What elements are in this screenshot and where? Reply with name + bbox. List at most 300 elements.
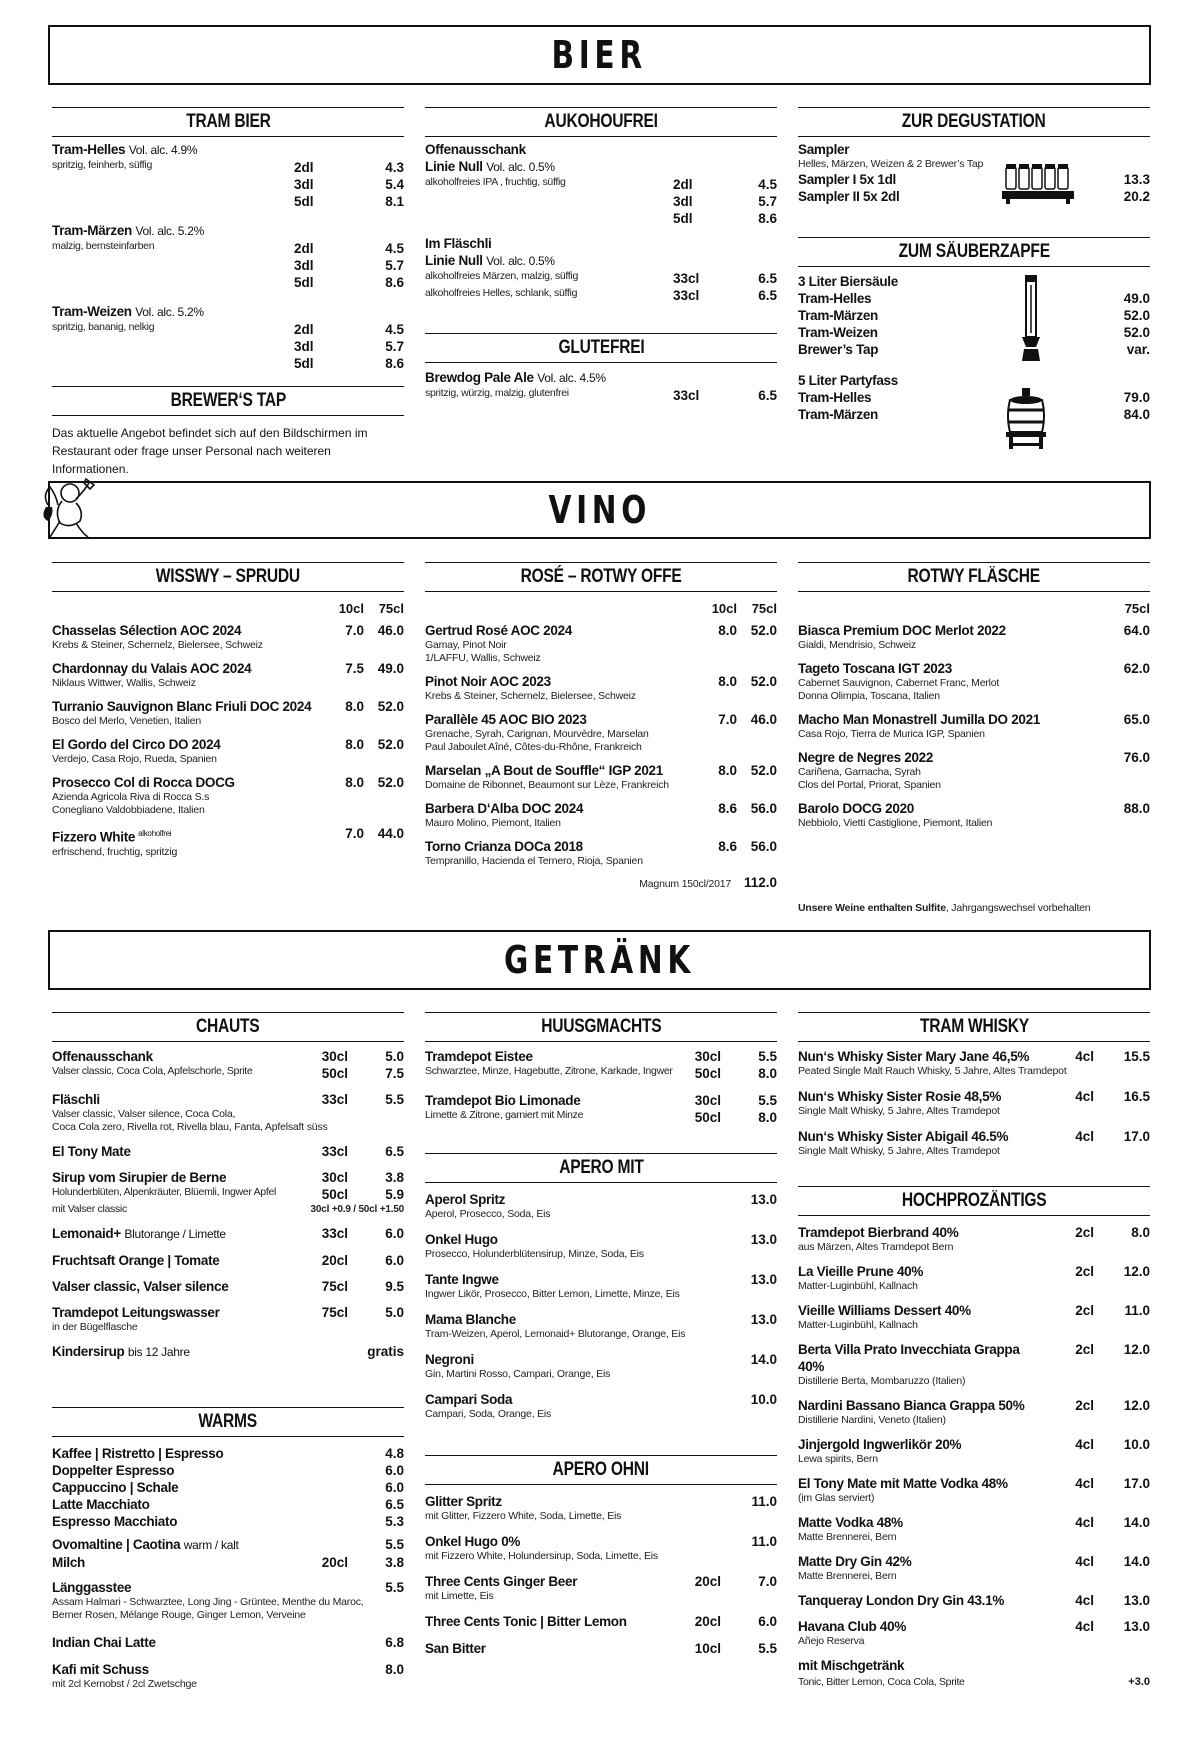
brewdog-desc: spritzig, würzig, malzig, glutenfrei bbox=[425, 387, 569, 399]
degustation-title: ZUR DEGUSTATION bbox=[798, 107, 1150, 137]
drink-size: 30cl bbox=[694, 1093, 721, 1108]
drink-sub: Tram-Weizen, Aperol, Lemonaid+ Blutorange, Orange, Eis bbox=[425, 1328, 686, 1340]
price: 6.5 bbox=[758, 271, 777, 286]
menu-row bbox=[52, 321, 404, 338]
beer-size: 5dl bbox=[294, 194, 314, 209]
drink-item bbox=[425, 1191, 777, 1221]
wine-sub: Krebs & Steiner, Schernelz, Bielersee, Schweiz bbox=[425, 690, 636, 702]
wine-price-75cl: 44.0 bbox=[377, 826, 404, 841]
beer-price: 8.6 bbox=[385, 356, 404, 371]
menu-row bbox=[52, 736, 404, 753]
drink-price: 14.0 bbox=[1123, 1554, 1150, 1569]
menu-row bbox=[798, 307, 1150, 324]
wine-price-75cl: 46.0 bbox=[377, 623, 404, 638]
drink-name-text: Valser classic, Valser silence bbox=[52, 1279, 229, 1294]
menu-row bbox=[52, 1479, 404, 1496]
beer-size: 5dl bbox=[294, 356, 314, 371]
magnum-label: Magnum 150cl/2017 bbox=[639, 878, 731, 890]
drink-sub: Ingwer Likör, Prosecco, Bitter Lemon, Limette, Minze, Eis bbox=[425, 1288, 680, 1300]
item-price: 52.0 bbox=[1123, 325, 1150, 340]
drink-sub: Añejo Reserva bbox=[798, 1635, 865, 1647]
drink-price: 6.5 bbox=[385, 1144, 404, 1159]
linie-null-flasche-rows bbox=[425, 270, 777, 304]
wine-item bbox=[798, 800, 1150, 830]
beer-name bbox=[52, 303, 404, 321]
drink-item bbox=[798, 1514, 1150, 1544]
drink-size: 33cl bbox=[321, 1226, 348, 1241]
drink-size: 20cl bbox=[694, 1614, 721, 1629]
menu-row bbox=[425, 711, 777, 728]
mischgetraenk-name: mit Mischgetränk bbox=[798, 1658, 905, 1673]
drink-name: Vieille Williams Dessert 40% bbox=[798, 1303, 971, 1318]
wine-item bbox=[425, 673, 777, 703]
wine-item bbox=[798, 711, 1150, 741]
drink-price: 13.0 bbox=[1123, 1593, 1150, 1608]
wine-name-text: Barolo DOCG 2020 bbox=[798, 801, 914, 816]
menu-row bbox=[798, 290, 1150, 307]
drink-price: 6.0 bbox=[385, 1226, 404, 1241]
drink-name: Campari Soda bbox=[425, 1392, 513, 1407]
menu-row bbox=[425, 1391, 777, 1408]
wine-price-75cl: 76.0 bbox=[1123, 750, 1150, 765]
drink-name: Mama Blanche bbox=[425, 1312, 516, 1327]
menu-row bbox=[52, 355, 404, 372]
wine-item bbox=[425, 838, 777, 868]
wine-price-10cl: 8.0 bbox=[718, 763, 737, 778]
drink-item bbox=[425, 1640, 777, 1657]
drink-size: 2cl bbox=[1075, 1264, 1094, 1279]
warm-name: Latte Macchiato bbox=[52, 1497, 150, 1512]
menu-row bbox=[798, 1224, 1150, 1241]
sampler-rows bbox=[798, 171, 1150, 205]
beer-price: 8.1 bbox=[385, 194, 404, 209]
price: 8.6 bbox=[758, 211, 777, 226]
wine-sub: 1/LAFFU, Wallis, Schweiz bbox=[425, 652, 541, 664]
menu-row bbox=[52, 257, 404, 274]
drink-item bbox=[425, 1351, 777, 1381]
drink-name bbox=[52, 1169, 300, 1186]
drink-name: Matte Vodka 48% bbox=[798, 1515, 903, 1530]
drink-item bbox=[52, 1343, 404, 1361]
drink-name-text: Kindersirup bbox=[52, 1344, 125, 1359]
item-name: Tram-Märzen bbox=[798, 407, 878, 422]
drink-price: 14.0 bbox=[750, 1352, 777, 1367]
menu-row bbox=[425, 1191, 777, 1208]
wine-price-75cl: 56.0 bbox=[750, 839, 777, 854]
menu-row bbox=[425, 193, 777, 210]
wine-price-10cl: 7.0 bbox=[345, 623, 364, 638]
beer-abv: Vol. alc. 5.2% bbox=[135, 305, 204, 319]
drink-price: 12.0 bbox=[1123, 1264, 1150, 1279]
drink-sub: Peated Single Malt Rauch Whisky, 5 Jahre, Altes Tramdepot bbox=[798, 1065, 1067, 1077]
spacer bbox=[52, 274, 294, 291]
drink-item bbox=[798, 1302, 1150, 1332]
tee-sub-1: Assam Halmari - Schwarztee, Long Jing - Grüntee, Menthe du Maroc, bbox=[52, 1596, 364, 1608]
menu-row bbox=[425, 1109, 777, 1126]
rotwy-list bbox=[798, 622, 1150, 830]
wine-item bbox=[425, 800, 777, 830]
beer-desc: spritzig, feinherb, süffig bbox=[52, 159, 152, 171]
beer-size: 5dl bbox=[294, 275, 314, 290]
beer-size: 3dl bbox=[294, 258, 314, 273]
drink-sub: Matter-Luginbühl, Kallnach bbox=[798, 1280, 918, 1292]
wine-name bbox=[425, 762, 697, 779]
wine-name-text: Tageto Toscana IGT 2023 bbox=[798, 661, 952, 676]
drink-extra: 30cl +0.9 / 50cl +1.50 bbox=[310, 1204, 404, 1215]
aukohoufrei-section bbox=[425, 107, 777, 304]
drink-name: Nun‘s Whisky Sister Abigail 46.5% bbox=[798, 1129, 1009, 1144]
tram-bier-title: TRAM BIER bbox=[52, 107, 404, 137]
tee-sub-2: Berner Rosen, Mélange Rouge, Ginger Lemon, Verveine bbox=[52, 1609, 306, 1621]
beer-name bbox=[52, 141, 404, 159]
beer-tower-icon bbox=[1016, 275, 1046, 363]
drink-name: Negroni bbox=[425, 1352, 474, 1367]
rose-title: ROSÉ – ROTWY OFFE bbox=[425, 562, 777, 592]
drink-item bbox=[52, 1048, 404, 1082]
drink-size: 50cl bbox=[321, 1187, 348, 1202]
drink-price: 8.0 bbox=[758, 1110, 777, 1125]
wine-sub: Gamay, Pinot Noir bbox=[425, 639, 507, 651]
price: 5.7 bbox=[758, 194, 777, 209]
milch-name: Milch bbox=[52, 1555, 86, 1570]
drink-sub: Gin, Martini Rosso, Campari, Orange, Eis bbox=[425, 1368, 611, 1380]
drink-item bbox=[425, 1391, 777, 1421]
wine-name-text: Macho Man Monastrell Jumilla DO 2021 bbox=[798, 712, 1041, 727]
drink-price: 13.0 bbox=[750, 1192, 777, 1207]
drink-name-text: Lemonaid+ bbox=[52, 1226, 121, 1241]
wine-item bbox=[425, 762, 777, 792]
linie-null-offen-rows bbox=[425, 176, 777, 227]
menu-row bbox=[52, 193, 404, 210]
drink-sub: Valser classic, Coca Cola, Apfelschorle, Sprite bbox=[52, 1065, 253, 1077]
warm-name: Doppelter Espresso bbox=[52, 1463, 175, 1478]
item-name: Tram-Helles bbox=[798, 390, 872, 405]
wine-name-text: El Gordo del Circo DO 2024 bbox=[52, 737, 221, 752]
drink-item bbox=[425, 1271, 777, 1301]
wine-price-75cl: 62.0 bbox=[1123, 661, 1150, 676]
glutefrei-section bbox=[425, 333, 777, 404]
wine-name bbox=[52, 698, 324, 715]
drink-size: 4cl bbox=[1075, 1089, 1094, 1104]
sampler-desc: Helles, Märzen, Weizen & 2 Brewer’s Tap bbox=[798, 158, 984, 170]
offenausschank-label: Offenausschank bbox=[425, 142, 526, 157]
wine-sub: Grenache, Syrah, Carignan, Mourvèdre, Marselan bbox=[425, 728, 649, 740]
menu-row bbox=[425, 1493, 777, 1510]
drink-sub: Matter-Luginbühl, Kallnach bbox=[798, 1319, 918, 1331]
item-name: Tram-Märzen bbox=[798, 308, 878, 323]
wine-item bbox=[52, 622, 404, 652]
drink-name: San Bitter bbox=[425, 1641, 486, 1656]
wine-name-text: Biasca Premium DOC Merlot 2022 bbox=[798, 623, 1006, 638]
wine-price-75cl: 49.0 bbox=[377, 661, 404, 676]
drink-size: 2cl bbox=[1075, 1303, 1094, 1318]
menu-row bbox=[52, 698, 404, 715]
spacer bbox=[52, 257, 294, 274]
glutefrei-title: GLUTEFREI bbox=[425, 333, 777, 363]
menu-row bbox=[425, 210, 777, 227]
wine-sub: Conegliano Valdobbiadene, Italien bbox=[52, 804, 205, 816]
menu-row bbox=[425, 800, 777, 817]
drink-size: 30cl bbox=[321, 1170, 348, 1185]
beer-price: 4.3 bbox=[385, 160, 404, 175]
warm-name: Cappuccino | Schale bbox=[52, 1480, 179, 1495]
wine-price-75cl: 52.0 bbox=[377, 737, 404, 752]
wine-name bbox=[798, 749, 1110, 766]
wine-price-10cl: 8.0 bbox=[345, 737, 364, 752]
menu-row bbox=[52, 1445, 404, 1462]
wine-sub: Nebbiolo, Vietti Castiglione, Piemont, Italien bbox=[798, 817, 993, 829]
drink-price: 8.0 bbox=[758, 1066, 777, 1081]
drink-note: bis 12 Jahre bbox=[127, 1345, 190, 1359]
drink-name bbox=[52, 1048, 300, 1065]
brewers-tap-title: BREWER‘S TAP bbox=[52, 386, 404, 416]
wine-sub: Azienda Agricola Riva di Rocca S.s bbox=[52, 791, 210, 803]
menu-row bbox=[425, 287, 777, 304]
menu-row bbox=[52, 1091, 404, 1108]
wine-name bbox=[52, 736, 324, 753]
wine-name bbox=[52, 622, 324, 639]
drink-sub: Distillerie Nardini, Veneto (Italien) bbox=[798, 1414, 946, 1426]
drink-size: 4cl bbox=[1075, 1554, 1094, 1569]
drink-price: 13.0 bbox=[750, 1232, 777, 1247]
kafi-sub: mit 2cl Kernobst / 2cl Zwetschge bbox=[52, 1678, 197, 1690]
biersaeule-label: 3 Liter Biersäule bbox=[798, 274, 898, 289]
apero-mit-title: APERO MIT bbox=[425, 1153, 777, 1183]
rotwy-header: 75cl bbox=[1124, 600, 1150, 616]
menu-row bbox=[52, 1065, 404, 1082]
beer-size: 2dl bbox=[294, 241, 314, 256]
rotwy-section bbox=[798, 562, 1150, 914]
beer-price: 4.5 bbox=[385, 322, 404, 337]
drink-sub: Campari, Soda, Orange, Eis bbox=[425, 1408, 552, 1420]
wine-item bbox=[798, 622, 1150, 652]
tee-price: 5.5 bbox=[385, 1580, 404, 1595]
beer-size: 3dl bbox=[294, 339, 314, 354]
wisswy-title: WISSWY – SPRUDU bbox=[52, 562, 404, 592]
size: 33cl bbox=[673, 288, 700, 303]
drink-price: 12.0 bbox=[1123, 1342, 1150, 1357]
drink-price: 11.0 bbox=[1124, 1303, 1150, 1318]
wine-name-text: Chardonnay du Valais AOC 2024 bbox=[52, 661, 252, 676]
drink-name: Nun‘s Whisky Sister Mary Jane 46,5% bbox=[798, 1049, 1030, 1064]
tram-whisky-list bbox=[798, 1048, 1150, 1158]
wine-name-text: Turranio Sauvignon Blanc Friuli DOC 2024 bbox=[52, 699, 312, 714]
wine-sub: Paul Jaboulet Aîné, Côtes-du-Rhône, Frankreich bbox=[425, 741, 642, 753]
drink-size: 2cl bbox=[1075, 1398, 1094, 1413]
mischgetraenk-price: +3.0 bbox=[1128, 1676, 1150, 1688]
drink-item bbox=[425, 1613, 777, 1630]
drink-price: 3.8 bbox=[385, 1170, 404, 1185]
drink-name: Nardini Bassano Bianca Grappa 50% bbox=[798, 1398, 1025, 1413]
saeuberzapfe-section bbox=[798, 237, 1150, 423]
drink-name bbox=[52, 1091, 300, 1108]
wine-price-10cl: 8.0 bbox=[718, 674, 737, 689]
beer-size: 3dl bbox=[294, 177, 314, 192]
spacer bbox=[52, 355, 294, 372]
item-name: Tram-Weizen bbox=[798, 325, 878, 340]
chai-name: Indian Chai Latte bbox=[52, 1635, 156, 1650]
drink-sub: in der Bügelflasche bbox=[52, 1321, 138, 1333]
rotwy-title: ROTWY FLÄSCHE bbox=[798, 562, 1150, 592]
item-name: Sampler I 5x 1dl bbox=[798, 172, 896, 187]
desc: alkoholfreies Helles, schlank, süffig bbox=[425, 287, 578, 299]
menu-row bbox=[425, 838, 777, 855]
magnum-price: 112.0 bbox=[743, 875, 777, 890]
drink-name: Berta Villa Prato Invecchiata Grappa 40% bbox=[798, 1342, 1020, 1374]
drink-price: 10.0 bbox=[1123, 1437, 1150, 1452]
wine-item bbox=[52, 774, 404, 817]
item-price: 20.2 bbox=[1123, 189, 1150, 204]
wine-sub: Verdejo, Casa Rojo, Rueda, Spanien bbox=[52, 753, 217, 765]
partyfass-rows bbox=[798, 389, 1150, 423]
menu-row bbox=[798, 1128, 1150, 1145]
brewdog-price: 6.5 bbox=[758, 388, 777, 403]
wine-price-10cl: 8.0 bbox=[345, 775, 364, 790]
kafi-price: 8.0 bbox=[385, 1662, 404, 1677]
drink-item bbox=[52, 1225, 404, 1243]
beer-price: 4.5 bbox=[385, 241, 404, 256]
drink-name-text: Sirup vom Sirupier de Berne bbox=[52, 1170, 227, 1185]
drink-size bbox=[300, 1343, 362, 1361]
menu-row bbox=[425, 176, 777, 193]
drink-size: 75cl bbox=[321, 1305, 348, 1320]
chauts-section bbox=[52, 1012, 404, 1370]
drink-size bbox=[673, 1493, 735, 1510]
drink-name bbox=[52, 1343, 300, 1361]
menu-row bbox=[798, 406, 1150, 423]
drink-item bbox=[52, 1143, 404, 1160]
wine-name bbox=[52, 660, 324, 677]
wine-name bbox=[425, 711, 697, 728]
drink-name bbox=[52, 1225, 300, 1243]
beer-item bbox=[52, 141, 404, 210]
drink-size: 30cl bbox=[321, 1049, 348, 1064]
wine-sub: Bosco del Merlo, Venetien, Italien bbox=[52, 715, 202, 727]
drink-price: 5.5 bbox=[758, 1093, 777, 1108]
drink-sub: Matte Brennerei, Bern bbox=[798, 1570, 897, 1582]
beer-price: 5.7 bbox=[385, 258, 404, 273]
menu-row bbox=[425, 622, 777, 639]
drink-name: Onkel Hugo 0% bbox=[425, 1534, 521, 1549]
wine-name bbox=[52, 774, 324, 791]
drink-name: Tramdepot Bierbrand 40% bbox=[798, 1225, 959, 1240]
menu-row bbox=[52, 1225, 404, 1243]
menu-row bbox=[425, 1533, 777, 1550]
drink-item bbox=[425, 1048, 777, 1082]
tram-bier-section bbox=[52, 107, 404, 372]
wine-item bbox=[52, 825, 404, 859]
drink-price: 9.5 bbox=[385, 1279, 404, 1294]
spacer bbox=[52, 338, 294, 355]
spacer bbox=[52, 176, 294, 193]
wine-price-75cl: 52.0 bbox=[377, 699, 404, 714]
wine-price-10cl: 8.0 bbox=[345, 699, 364, 714]
wine-price-75cl: 52.0 bbox=[750, 674, 777, 689]
drink-size: 2cl bbox=[1075, 1342, 1094, 1357]
drink-sub: Limette & Zitrone, garniert mit Minze bbox=[425, 1109, 584, 1121]
drink-item bbox=[798, 1397, 1150, 1427]
wine-item bbox=[798, 660, 1150, 703]
drink-sub: Schwarztee, Minze, Hagebutte, Zitrone, Karkade, Ingwer bbox=[425, 1065, 673, 1077]
wine-name bbox=[798, 711, 1110, 728]
wine-sub: Niklaus Wittwer, Wallis, Schweiz bbox=[52, 677, 196, 689]
beer-size: 2dl bbox=[294, 160, 314, 175]
menu-row bbox=[798, 1088, 1150, 1105]
drink-name: Matte Dry Gin 42% bbox=[798, 1554, 912, 1569]
chauts-title: CHAUTS bbox=[52, 1012, 404, 1042]
linie-null-name: Linie Null Vol. alc. 0.5% bbox=[425, 159, 555, 174]
beer-price: 8.6 bbox=[385, 275, 404, 290]
wine-price-75cl: 52.0 bbox=[377, 775, 404, 790]
brewdog-size: 33cl bbox=[673, 388, 700, 403]
drink-price: 5.9 bbox=[385, 1187, 404, 1202]
beer-keg-icon bbox=[1003, 388, 1049, 450]
drink-size: 4cl bbox=[1075, 1476, 1094, 1491]
beer-desc: spritzig, bananig, nelkig bbox=[52, 321, 155, 333]
warm-name: Kaffee | Ristretto | Espresso bbox=[52, 1446, 224, 1461]
mischgetraenk-sub: Tonic, Bitter Lemon, Coca Cola, Sprite bbox=[798, 1676, 965, 1688]
item-price: 13.3 bbox=[1123, 172, 1150, 187]
drink-sub: Matte Brennerei, Bern bbox=[798, 1531, 897, 1543]
drink-price: 5.5 bbox=[758, 1049, 777, 1064]
vino-title: VINO bbox=[548, 488, 651, 532]
drink-name: La Vieille Prune 40% bbox=[798, 1264, 924, 1279]
wine-name-text: Pinot Noir AOC 2023 bbox=[425, 674, 551, 689]
menu-row bbox=[425, 1271, 777, 1288]
wine-name bbox=[425, 800, 697, 817]
wine-name-text: Gertrud Rosé AOC 2024 bbox=[425, 623, 572, 638]
menu-row bbox=[52, 1143, 404, 1160]
wine-name bbox=[425, 673, 697, 690]
menu-row bbox=[52, 1304, 404, 1321]
wine-sup: alkoholfrei bbox=[138, 829, 172, 838]
drink-name: Glitter Spritz bbox=[425, 1494, 502, 1509]
menu-row bbox=[52, 660, 404, 677]
drink-name-text: Fruchtsaft Orange | Tomate bbox=[52, 1253, 220, 1268]
menu-row bbox=[425, 1613, 777, 1630]
getraenk-banner bbox=[48, 930, 1151, 990]
drink-price: 17.0 bbox=[1123, 1129, 1150, 1144]
warm-price: 6.0 bbox=[385, 1480, 404, 1495]
wine-price-75cl: 52.0 bbox=[750, 623, 777, 638]
warms-list bbox=[52, 1445, 404, 1530]
drink-item bbox=[798, 1048, 1150, 1078]
drink-item bbox=[798, 1475, 1150, 1505]
drink-item bbox=[52, 1278, 404, 1295]
wine-name-text: Marselan „A Bout de Souffle“ IGP 2021 bbox=[425, 763, 663, 778]
warm-name: Espresso Macchiato bbox=[52, 1514, 178, 1529]
menu-row bbox=[798, 1302, 1150, 1319]
wine-name-text: Prosecco Col di Rocca DOCG bbox=[52, 775, 235, 790]
menu-row bbox=[798, 660, 1150, 677]
drink-sub: Holunderblüten, Alpenkräuter, Blüemli, Ingwer Apfel bbox=[52, 1186, 277, 1198]
drink-price: 7.5 bbox=[385, 1066, 404, 1081]
degustation-section bbox=[798, 107, 1150, 205]
drink-name: Tante Ingwe bbox=[425, 1272, 499, 1287]
wine-sub: Cabernet Sauvignon, Cabernet Franc, Merlot bbox=[798, 677, 1000, 689]
menu-row bbox=[52, 1203, 404, 1216]
menu-row bbox=[798, 1263, 1150, 1280]
menu-row bbox=[798, 1553, 1150, 1570]
menu-row bbox=[798, 1341, 1150, 1375]
drink-name bbox=[52, 1278, 300, 1295]
drink-name: Jinjergold Ingwerlikör 20% bbox=[798, 1437, 962, 1452]
wine-name bbox=[798, 622, 1110, 639]
menu-row bbox=[52, 176, 404, 193]
drink-price: 11.0 bbox=[751, 1534, 777, 1549]
huusgmachts-title: HUUSGMACHTS bbox=[425, 1012, 777, 1042]
drink-sub: Single Malt Whisky, 5 Jahre, Altes Tramdepot bbox=[798, 1105, 1000, 1117]
